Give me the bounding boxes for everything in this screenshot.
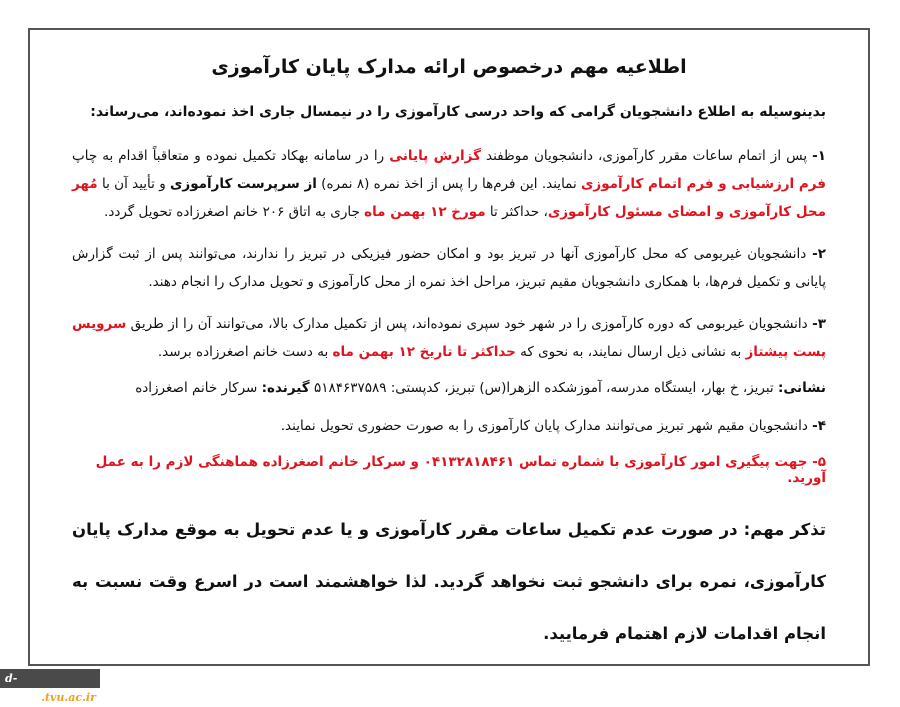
recipient-label: گیرنده: bbox=[261, 380, 310, 396]
notice-title: اطلاعیه مهم درخصوص ارائه مدارک پایان کارآموزی bbox=[211, 56, 687, 78]
item-1 bbox=[72, 142, 826, 226]
item-1-final-report: گزارش پایانی bbox=[389, 148, 481, 164]
item-3 bbox=[72, 310, 826, 366]
item-3-text: به دست خانم اصغرزاده برسد. bbox=[157, 344, 333, 360]
watermark-domain-suffix: .tvu.ac.ir bbox=[41, 691, 96, 704]
item-3-text: دانشجویان غیربومی که دوره کارآموزی را در شهر خود سپری نموده‌اند، پس از تکمیل مدارک بالا، می‌توانند آن را از طریق bbox=[126, 316, 813, 332]
recipient-name: سرکار خانم اصغرزاده bbox=[135, 380, 262, 396]
item-1-number: ۱- bbox=[812, 148, 826, 164]
item-1-text: پس از اتمام ساعات مقرر کارآموزی، دانشجویان موظفند bbox=[480, 148, 813, 164]
item-1-text: ، حداکثر تا bbox=[485, 204, 548, 220]
item-2 bbox=[72, 240, 826, 296]
site-watermark bbox=[0, 669, 100, 704]
item-1-supervisor: از سرپرست کارآموزی bbox=[170, 176, 317, 192]
address-label: نشانی: bbox=[777, 380, 826, 396]
address-text: تبریز، خ بهار، ایستگاه مدرسه، آموزشکده الزهرا(س) تبریز، کدپستی: ۵۱۸۴۶۳۷۵۸۹ bbox=[309, 380, 778, 396]
notice-content bbox=[30, 30, 868, 660]
mailing-address bbox=[72, 380, 826, 396]
item-2-text: دانشجویان غیربومی که محل کارآموزی آنها در تبریز بود و امکان حضور فیزیکی در تبریز را ندارند، می‌توانند پس از ثبت گزارش پایانی و تکمیل فرم‌ها، با همکاری دانشجویان مقیم تبریز، مراحل اخذ نمره از محل کارآموزی و تحویل مدارک را انجام دهند. bbox=[72, 246, 826, 290]
notice-intro: بدینوسیله به اطلاع دانشجویان گرامی که واحد درسی کارآموزی را در نیمسال جاری اخذ نموده‌اند، می‌رساند: bbox=[90, 104, 826, 120]
item-3-post-service: سرویس پست پیشتاز bbox=[72, 316, 826, 360]
item-5-contact: ۵- جهت پیگیری امور کارآموزی با شماره تماس ۰۴۱۳۲۸۱۸۴۶۱ و سرکار خانم اصغرزاده هماهنگی لازم را به عمل آورید. bbox=[95, 454, 826, 486]
item-4-text: دانشجویان مقیم شهر تبریز می‌توانند مدارک پایان کارآموزی را به صورت حضوری تحویل نمایند. bbox=[280, 418, 813, 434]
item-3-text: به نشانی ذیل ارسال نمایند، به نحوی که bbox=[515, 344, 746, 360]
item-3-number: ۳- bbox=[812, 316, 826, 332]
item-1-text: نمایند. این فرم‌ها را پس از اخذ نمره (۸ نمره) bbox=[316, 176, 582, 192]
item-3-deadline: حداکثر تا تاریخ ۱۲ بهمن ماه bbox=[332, 344, 516, 360]
item-1-text: و تأیید آن با bbox=[97, 176, 171, 192]
item-1-text: جاری به اتاق ۲۰۶ خانم اصغرزاده تحویل گردد. bbox=[104, 204, 365, 220]
item-1-forms: فرم ارزشیابی و فرم اتمام کارآموزی bbox=[581, 176, 827, 192]
notice-frame bbox=[28, 28, 870, 666]
item-1-stamp: مُهر محل کارآموزی و امضای مسئول کارآموزی bbox=[72, 176, 826, 220]
item-2-number: ۲- bbox=[812, 246, 826, 262]
item-1-text: را در سامانه بهکاد تکمیل نموده و متعاقباً اقدام به چاپ bbox=[72, 148, 390, 164]
important-reminder: تذکر مهم: در صورت عدم تکمیل ساعات مقرر کارآموزی و یا عدم تحویل به موقع مدارک پایان کارآموزی، نمره برای دانشجو ثبت نخواهد گردید. لذا خواهشمند است در اسرع وقت نسبت به انجام اقدامات لازم اهتمام فرمایید. bbox=[72, 520, 826, 643]
item-4 bbox=[72, 412, 826, 440]
item-1-deadline: مورخ ۱۲ بهمن ماه bbox=[364, 204, 486, 220]
item-4-number: ۴- bbox=[812, 418, 826, 434]
watermark-domain-prefix: d-tabriz bbox=[5, 672, 42, 704]
